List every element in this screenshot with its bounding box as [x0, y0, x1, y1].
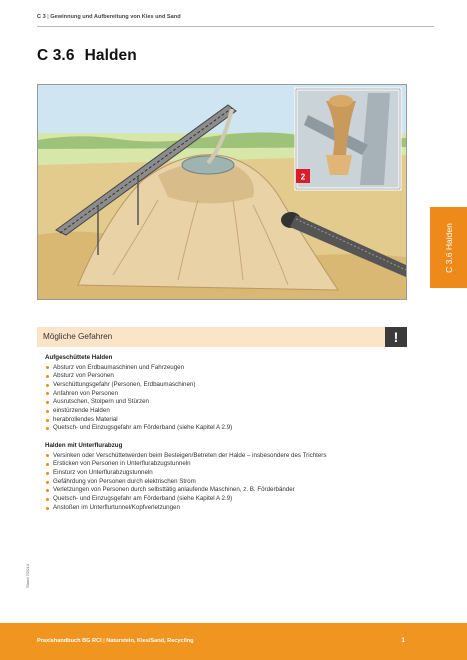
- footer-topic: Naturstein, Kies/Sand, Recycling: [106, 638, 194, 644]
- hazards-header: [37, 327, 407, 347]
- chapter-number: C 3: [37, 14, 46, 20]
- hazard-item: Absturz von Personen: [45, 372, 407, 381]
- footer-text: [37, 638, 194, 644]
- funnel-hopper: [182, 156, 234, 174]
- hazard-item: Versinken oder Verschüttetwerden beim Besteigen/Betreten der Halde – insbesondere des Trichters: [45, 452, 407, 461]
- header-rule: [37, 26, 434, 27]
- hazards-body: [37, 347, 407, 513]
- hazards-list: [45, 452, 407, 513]
- section-side-tab[interactable]: [430, 207, 467, 288]
- hazard-item: Quetsch- und Einzugsgefahr am Förderband (siehe Kapitel A 2.9): [45, 424, 407, 433]
- hazards-list: [45, 364, 407, 434]
- hazard-item: Ersticken von Personen in Unterflurabzugstunneln: [45, 460, 407, 469]
- hazard-item: Verschüttungsgefahr (Personen, Erdbaumaschinen): [45, 381, 407, 390]
- hazard-item: Quetsch- und Einzugsgefahr am Förderband (siehe Kapitel A 2.9): [45, 495, 407, 504]
- stockpile-drawing: [38, 85, 406, 299]
- footer-book-title: Praxishandbuch BG RCI: [37, 638, 102, 644]
- hazard-item: herabrollendes Material: [45, 416, 407, 425]
- chapter-section-title: Gewinnung und Aufbereitung von Kies und Sand: [50, 14, 181, 20]
- inset-badge-number: 2: [300, 172, 306, 182]
- section-gap: [45, 433, 407, 442]
- hazard-item: Ausrutschen, Stolpern und Stürzen: [45, 398, 407, 407]
- running-header: [37, 14, 181, 20]
- hazards-title: Mögliche Gefahren: [43, 332, 113, 341]
- footer-separator: |: [103, 638, 105, 644]
- hazard-item: Absturz von Erdbaumaschinen und Fahrzeugen: [45, 364, 407, 373]
- hazard-item: einstürzende Halden: [45, 407, 407, 416]
- warning-icon: !: [385, 327, 407, 347]
- page-number: 1: [401, 637, 405, 644]
- page-title: [37, 47, 137, 65]
- section-title: Halden: [84, 47, 137, 64]
- hazard-item: Anstoßen im Unterflurtunnel/Kopfverletzungen: [45, 504, 407, 513]
- section-number: C 3.6: [37, 47, 75, 64]
- hazard-item: Einsturz von Unterflurabzugstunneln: [45, 469, 407, 478]
- hazards-panel: [37, 327, 407, 513]
- stockpile-illustration: [37, 84, 407, 300]
- hazards-section-heading: Halden mit Unterflurabzug: [45, 442, 123, 450]
- hazard-item: Anfahren von Personen: [45, 390, 407, 399]
- header-separator: |: [47, 14, 49, 20]
- revision-note: Stand 7/2014: [25, 564, 30, 588]
- hazard-item: Verletzungen von Personen durch selbsttätig anlaufende Maschinen, z. B. Förderbänder: [45, 486, 407, 495]
- hazard-item: Gefährdung von Personen durch elektrischen Strom: [45, 478, 407, 487]
- hazards-section-heading: Aufgeschüttete Halden: [45, 354, 113, 361]
- side-tab-label: C 3.6 Halden: [443, 222, 454, 273]
- page-footer: [0, 623, 467, 660]
- detail-inset: [296, 89, 400, 189]
